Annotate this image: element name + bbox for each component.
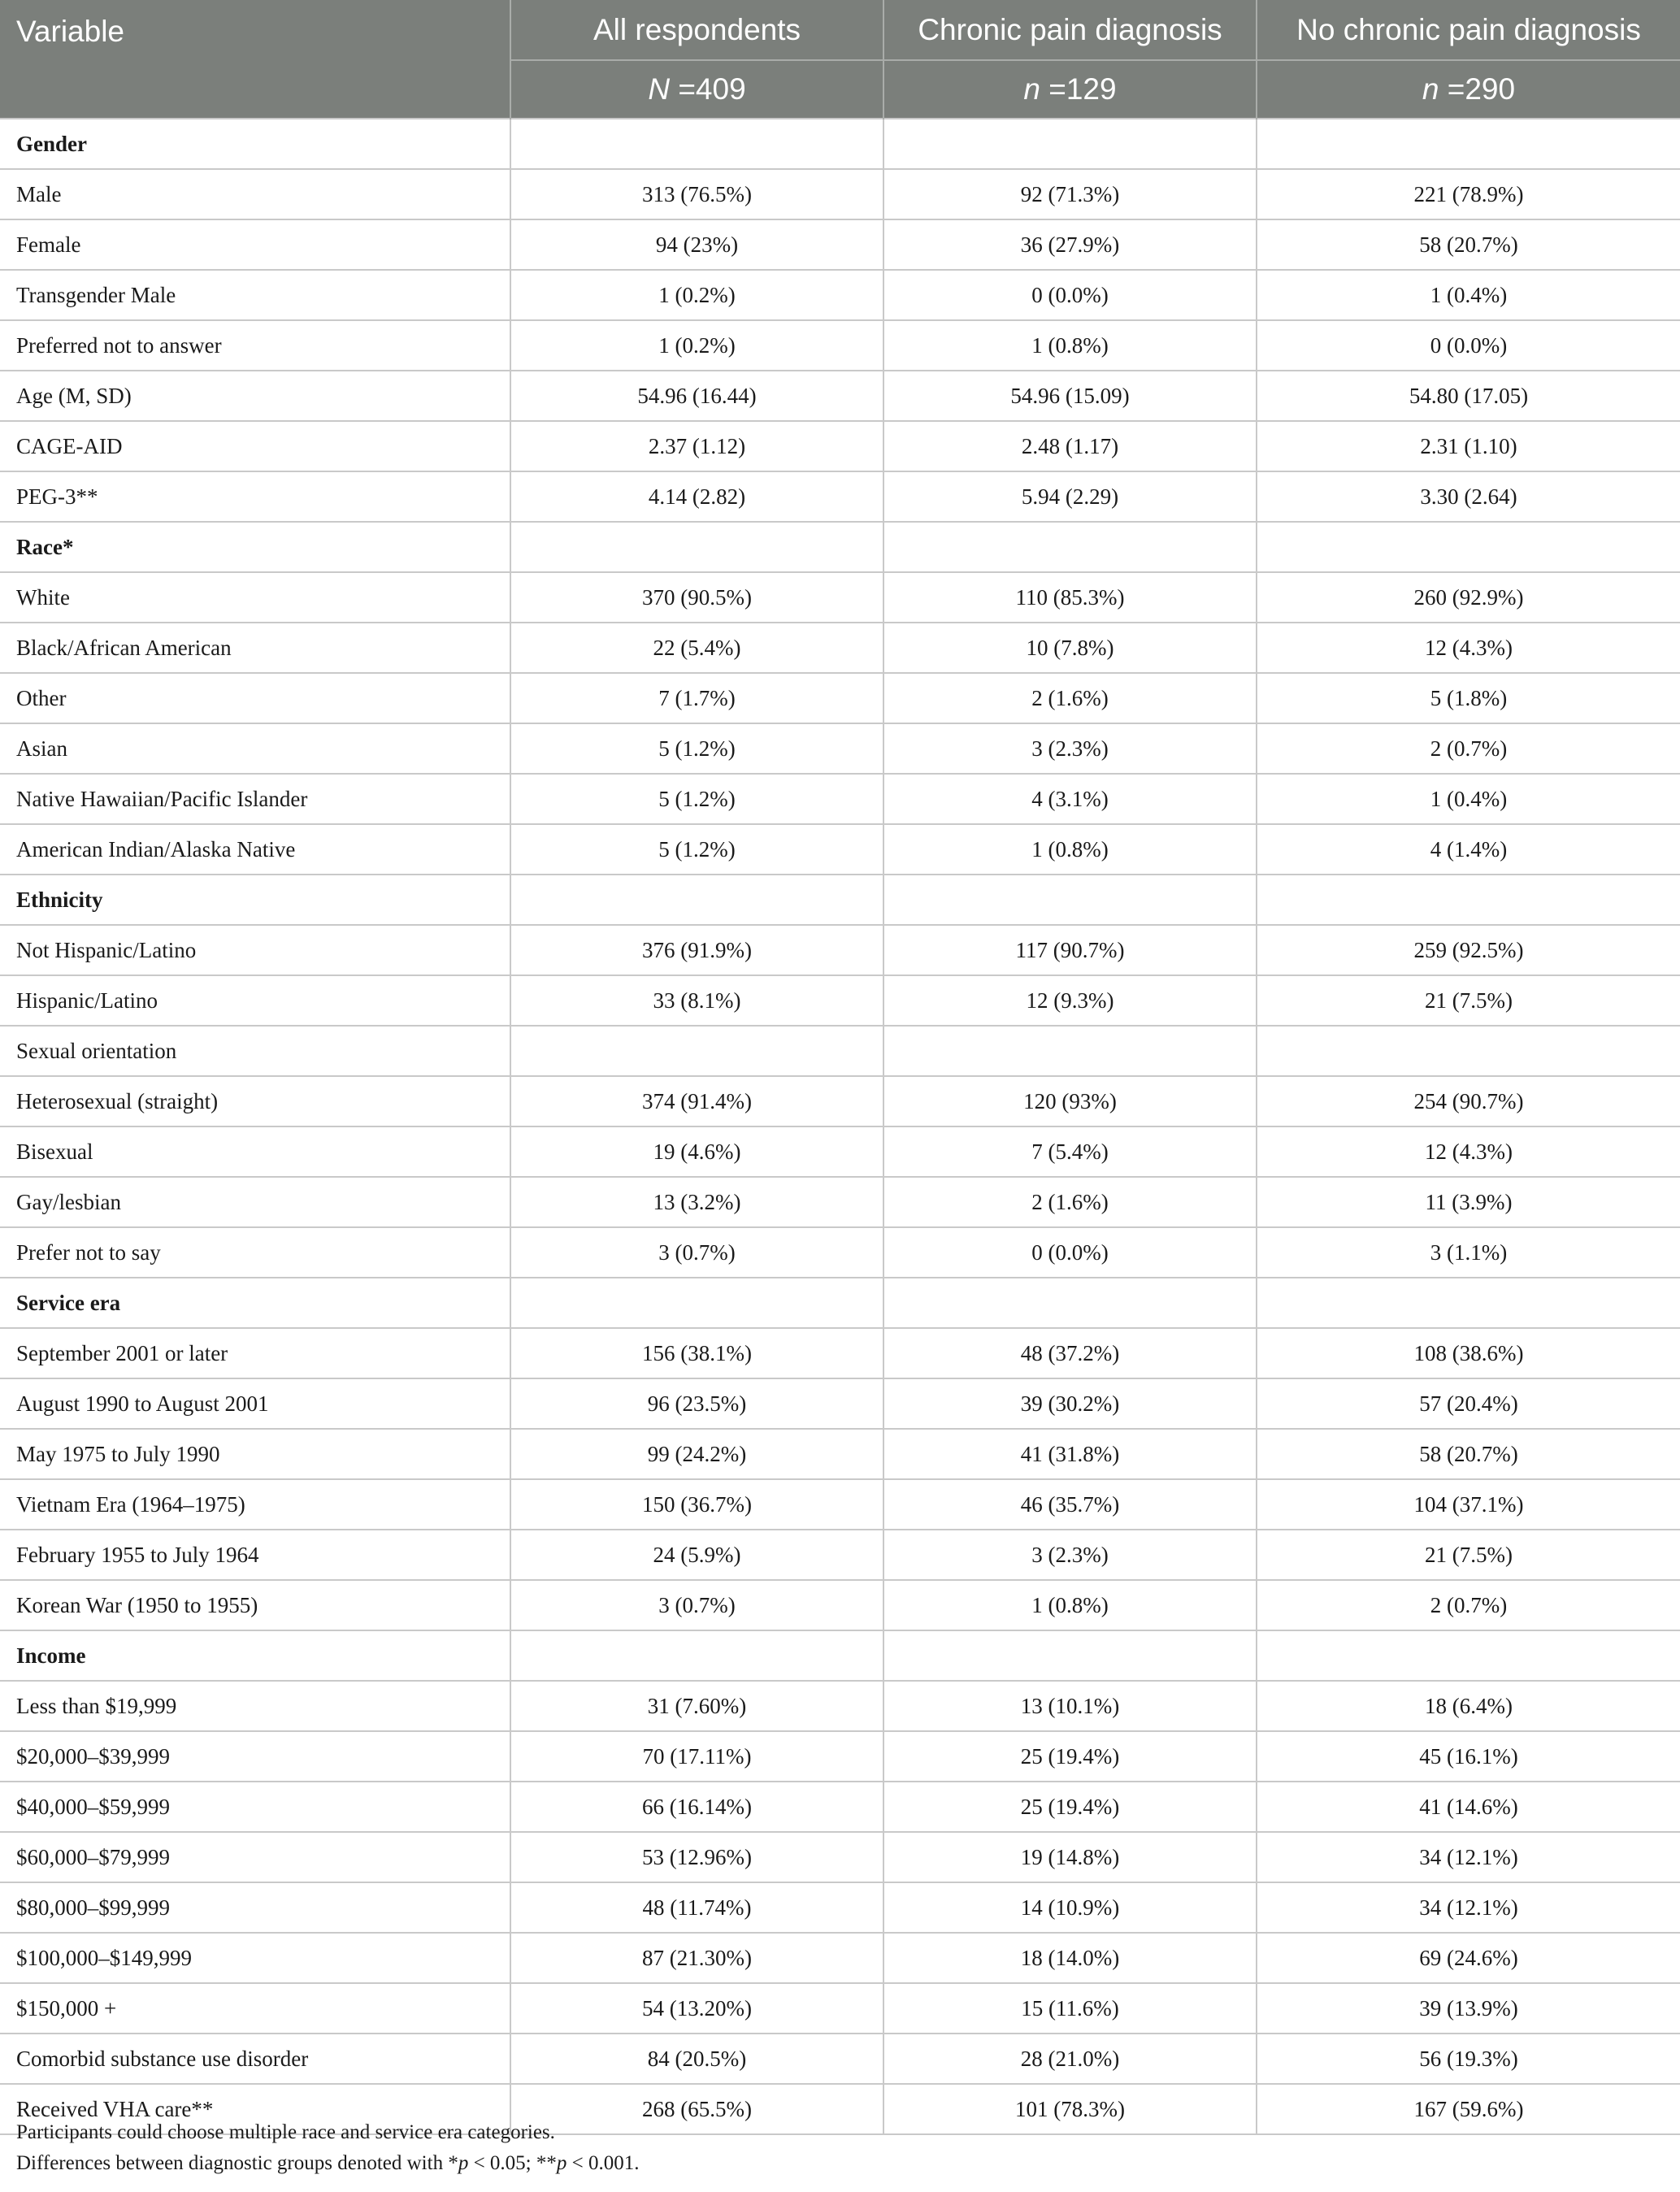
footnote-text: < 0.05; ** [468,2152,557,2174]
cell-chronic-pain: 1 (0.8%) [883,1580,1257,1630]
cell-chronic-pain: 39 (30.2%) [883,1378,1257,1429]
table-row [0,1580,1680,1630]
cell-no-chronic-pain: 45 (16.1%) [1257,1731,1680,1782]
table-row [0,1983,1680,2034]
cell-no-chronic-pain: 221 (78.9%) [1257,169,1680,219]
cell-chronic-pain: 28 (21.0%) [883,2034,1257,2084]
row-label: Other [0,673,510,723]
cell-chronic-pain: 0 (0.0%) [883,270,1257,320]
row-label: Male [0,169,510,219]
cell-no-chronic-pain: 21 (7.5%) [1257,1530,1680,1580]
cell-chronic-pain: 3 (2.3%) [883,723,1257,774]
cell-all-respondents: 7 (1.7%) [510,673,883,723]
cell-chronic-pain [883,119,1257,169]
n-value: =290 [1447,72,1516,106]
row-label: White [0,572,510,623]
cell-chronic-pain: 12 (9.3%) [883,975,1257,1026]
cell-all-respondents: 22 (5.4%) [510,623,883,673]
table-row [0,673,1680,723]
row-label: PEG-3** [0,471,510,522]
cell-all-respondents: 54 (13.20%) [510,1983,883,2034]
footnote-text: Differences between diagnostic groups denoted with * [16,2152,458,2174]
section-label: Income [0,1630,510,1681]
cell-chronic-pain: 0 (0.0%) [883,1227,1257,1278]
cell-no-chronic-pain [1257,1026,1680,1076]
cell-all-respondents: 150 (36.7%) [510,1479,883,1530]
section-row [0,1278,1680,1328]
section-row [0,119,1680,169]
cell-no-chronic-pain: 2.31 (1.10) [1257,421,1680,471]
cell-all-respondents: 53 (12.96%) [510,1832,883,1882]
row-label: Heterosexual (straight) [0,1076,510,1126]
n-symbol: n [1023,72,1040,106]
row-label: Transgender Male [0,270,510,320]
table-row [0,572,1680,623]
n-value: =129 [1048,72,1117,106]
cell-no-chronic-pain: 2 (0.7%) [1257,723,1680,774]
cell-no-chronic-pain [1257,522,1680,572]
cell-all-respondents [510,1278,883,1328]
cell-chronic-pain: 110 (85.3%) [883,572,1257,623]
table-header [0,0,1680,119]
row-label: $150,000 + [0,1983,510,2034]
cell-chronic-pain: 2 (1.6%) [883,1177,1257,1227]
n-symbol: n [1422,72,1439,106]
cell-no-chronic-pain: 260 (92.9%) [1257,572,1680,623]
table-body [0,119,1680,2134]
table-row [0,1832,1680,1882]
table-row [0,925,1680,975]
row-label: May 1975 to July 1990 [0,1429,510,1479]
cell-chronic-pain: 2 (1.6%) [883,673,1257,723]
header-n-no-chronic-pain [1257,60,1680,119]
table-footnotes [16,2117,639,2179]
row-label: Bisexual [0,1126,510,1177]
table-row [0,2034,1680,2084]
cell-chronic-pain: 14 (10.9%) [883,1882,1257,1933]
cell-all-respondents: 370 (90.5%) [510,572,883,623]
n-symbol: N [648,72,671,106]
row-label: Less than $19,999 [0,1681,510,1731]
section-label: Gender [0,119,510,169]
table-row [0,421,1680,471]
cell-no-chronic-pain: 0 (0.0%) [1257,320,1680,371]
cell-all-respondents: 156 (38.1%) [510,1328,883,1378]
table-row [0,1782,1680,1832]
cell-all-respondents: 94 (23%) [510,219,883,270]
row-label: Hispanic/Latino [0,975,510,1026]
row-label: CAGE-AID [0,421,510,471]
cell-chronic-pain: 92 (71.3%) [883,169,1257,219]
cell-chronic-pain [883,1278,1257,1328]
cell-chronic-pain [883,522,1257,572]
row-label: $80,000–$99,999 [0,1882,510,1933]
cell-no-chronic-pain: 108 (38.6%) [1257,1328,1680,1378]
cell-all-respondents: 3 (0.7%) [510,1580,883,1630]
footnote-text: < 0.001. [567,2152,640,2174]
cell-chronic-pain: 10 (7.8%) [883,623,1257,673]
cell-all-respondents: 268 (65.5%) [510,2084,883,2134]
cell-all-respondents: 66 (16.14%) [510,1782,883,1832]
cell-chronic-pain: 18 (14.0%) [883,1933,1257,1983]
row-label: $60,000–$79,999 [0,1832,510,1882]
cell-no-chronic-pain [1257,1630,1680,1681]
table-row [0,1126,1680,1177]
cell-no-chronic-pain [1257,875,1680,925]
row-label: Female [0,219,510,270]
cell-no-chronic-pain: 167 (59.6%) [1257,2084,1680,2134]
cell-all-respondents: 13 (3.2%) [510,1177,883,1227]
cell-all-respondents: 374 (91.4%) [510,1076,883,1126]
table-row [0,371,1680,421]
cell-all-respondents [510,119,883,169]
cell-all-respondents: 24 (5.9%) [510,1530,883,1580]
cell-all-respondents: 4.14 (2.82) [510,471,883,522]
cell-chronic-pain: 5.94 (2.29) [883,471,1257,522]
row-label: Prefer not to say [0,1227,510,1278]
section-row [0,1630,1680,1681]
table-row [0,1530,1680,1580]
cell-no-chronic-pain: 57 (20.4%) [1257,1378,1680,1429]
row-label: February 1955 to July 1964 [0,1530,510,1580]
cell-all-respondents: 376 (91.9%) [510,925,883,975]
cell-all-respondents: 5 (1.2%) [510,723,883,774]
table-row [0,1429,1680,1479]
section-row [0,522,1680,572]
cell-chronic-pain: 1 (0.8%) [883,824,1257,875]
cell-no-chronic-pain: 11 (3.9%) [1257,1177,1680,1227]
cell-all-respondents: 48 (11.74%) [510,1882,883,1933]
cell-all-respondents [510,1630,883,1681]
cell-chronic-pain: 120 (93%) [883,1076,1257,1126]
cell-no-chronic-pain: 34 (12.1%) [1257,1882,1680,1933]
row-label: Black/African American [0,623,510,673]
row-label: Korean War (1950 to 1955) [0,1580,510,1630]
cell-chronic-pain: 4 (3.1%) [883,774,1257,824]
table-row [0,1681,1680,1731]
cell-all-respondents: 2.37 (1.12) [510,421,883,471]
cell-chronic-pain: 25 (19.4%) [883,1731,1257,1782]
cell-no-chronic-pain: 5 (1.8%) [1257,673,1680,723]
cell-chronic-pain: 48 (37.2%) [883,1328,1257,1378]
cell-all-respondents: 31 (7.60%) [510,1681,883,1731]
row-label: $100,000–$149,999 [0,1933,510,1983]
table-row [0,774,1680,824]
cell-no-chronic-pain [1257,1278,1680,1328]
table-row [0,219,1680,270]
table-row [0,824,1680,875]
cell-all-respondents [510,875,883,925]
cell-no-chronic-pain: 12 (4.3%) [1257,623,1680,673]
cell-no-chronic-pain: 56 (19.3%) [1257,2034,1680,2084]
cell-all-respondents: 1 (0.2%) [510,320,883,371]
cell-no-chronic-pain: 259 (92.5%) [1257,925,1680,975]
cell-all-respondents: 99 (24.2%) [510,1429,883,1479]
cell-chronic-pain [883,875,1257,925]
p-symbol: p [556,2152,567,2174]
row-label: Sexual orientation [0,1026,510,1076]
cell-all-respondents: 84 (20.5%) [510,2034,883,2084]
cell-no-chronic-pain: 69 (24.6%) [1257,1933,1680,1983]
cell-no-chronic-pain: 3 (1.1%) [1257,1227,1680,1278]
cell-chronic-pain: 2.48 (1.17) [883,421,1257,471]
table-row [0,1479,1680,1530]
section-label: Race* [0,522,510,572]
cell-no-chronic-pain: 54.80 (17.05) [1257,371,1680,421]
cell-chronic-pain [883,1630,1257,1681]
row-label: August 1990 to August 2001 [0,1378,510,1429]
table-row [0,270,1680,320]
cell-chronic-pain: 46 (35.7%) [883,1479,1257,1530]
cell-all-respondents: 1 (0.2%) [510,270,883,320]
cell-chronic-pain: 54.96 (15.09) [883,371,1257,421]
cell-chronic-pain: 7 (5.4%) [883,1126,1257,1177]
cell-chronic-pain: 19 (14.8%) [883,1832,1257,1882]
row-label: Not Hispanic/Latino [0,925,510,975]
cell-all-respondents [510,1026,883,1076]
row-label: Asian [0,723,510,774]
row-label: $40,000–$59,999 [0,1782,510,1832]
cell-no-chronic-pain: 1 (0.4%) [1257,774,1680,824]
table-row [0,320,1680,371]
cell-no-chronic-pain: 58 (20.7%) [1257,219,1680,270]
row-label: $20,000–$39,999 [0,1731,510,1782]
p-symbol: p [458,2152,469,2174]
footnote-multiple-categories: Participants could choose multiple race and service era categories. [16,2121,555,2143]
cell-chronic-pain: 15 (11.6%) [883,1983,1257,2034]
cell-no-chronic-pain: 3.30 (2.64) [1257,471,1680,522]
table-row [0,1177,1680,1227]
cell-chronic-pain: 3 (2.3%) [883,1530,1257,1580]
cell-no-chronic-pain: 2 (0.7%) [1257,1580,1680,1630]
section-row [0,875,1680,925]
cell-chronic-pain: 36 (27.9%) [883,219,1257,270]
section-label: Service era [0,1278,510,1328]
cell-chronic-pain: 13 (10.1%) [883,1681,1257,1731]
table-row [0,471,1680,522]
cell-all-respondents: 70 (17.11%) [510,1731,883,1782]
table-row [0,1378,1680,1429]
cell-no-chronic-pain [1257,119,1680,169]
cell-all-respondents: 87 (21.30%) [510,1933,883,1983]
table-row [0,1731,1680,1782]
cell-chronic-pain [883,1026,1257,1076]
cell-chronic-pain: 101 (78.3%) [883,2084,1257,2134]
cell-no-chronic-pain: 1 (0.4%) [1257,270,1680,320]
header-no-chronic-pain: No chronic pain diagnosis [1257,0,1680,60]
cell-no-chronic-pain: 39 (13.9%) [1257,1983,1680,2034]
row-label: Comorbid substance use disorder [0,2034,510,2084]
row-label: Received VHA care** [0,2084,510,2134]
cell-all-respondents: 313 (76.5%) [510,169,883,219]
header-chronic-pain: Chronic pain diagnosis [883,0,1257,60]
cell-no-chronic-pain: 12 (4.3%) [1257,1126,1680,1177]
cell-no-chronic-pain: 34 (12.1%) [1257,1832,1680,1882]
table-row [0,1933,1680,1983]
table-row [0,169,1680,219]
cell-chronic-pain: 117 (90.7%) [883,925,1257,975]
cell-chronic-pain: 41 (31.8%) [883,1429,1257,1479]
row-label: Gay/lesbian [0,1177,510,1227]
header-all-respondents: All respondents [510,0,883,60]
table-row [0,1882,1680,1933]
cell-chronic-pain: 25 (19.4%) [883,1782,1257,1832]
row-label: September 2001 or later [0,1328,510,1378]
cell-all-respondents: 96 (23.5%) [510,1378,883,1429]
header-variable: Variable [0,0,510,119]
cell-all-respondents: 5 (1.2%) [510,774,883,824]
section-label: Ethnicity [0,875,510,925]
row-label: Vietnam Era (1964–1975) [0,1479,510,1530]
table-row [0,623,1680,673]
table-row [0,1026,1680,1076]
cell-no-chronic-pain: 18 (6.4%) [1257,1681,1680,1731]
row-label: American Indian/Alaska Native [0,824,510,875]
table-row [0,723,1680,774]
row-label: Age (M, SD) [0,371,510,421]
footnote-significance [16,2148,639,2179]
cell-all-respondents: 54.96 (16.44) [510,371,883,421]
cell-chronic-pain: 1 (0.8%) [883,320,1257,371]
cell-all-respondents: 5 (1.2%) [510,824,883,875]
table-row [0,1227,1680,1278]
cell-all-respondents: 3 (0.7%) [510,1227,883,1278]
cell-no-chronic-pain: 58 (20.7%) [1257,1429,1680,1479]
header-n-chronic-pain [883,60,1257,119]
cell-all-respondents: 33 (8.1%) [510,975,883,1026]
table-row [0,975,1680,1026]
header-n-all [510,60,883,119]
row-label: Preferred not to answer [0,320,510,371]
cell-all-respondents: 19 (4.6%) [510,1126,883,1177]
cell-all-respondents [510,522,883,572]
n-value: =409 [678,72,746,106]
row-label: Native Hawaiian/Pacific Islander [0,774,510,824]
table-row [0,1076,1680,1126]
cell-no-chronic-pain: 4 (1.4%) [1257,824,1680,875]
cell-no-chronic-pain: 41 (14.6%) [1257,1782,1680,1832]
cell-no-chronic-pain: 254 (90.7%) [1257,1076,1680,1126]
cell-no-chronic-pain: 104 (37.1%) [1257,1479,1680,1530]
table-row [0,1328,1680,1378]
cell-no-chronic-pain: 21 (7.5%) [1257,975,1680,1026]
